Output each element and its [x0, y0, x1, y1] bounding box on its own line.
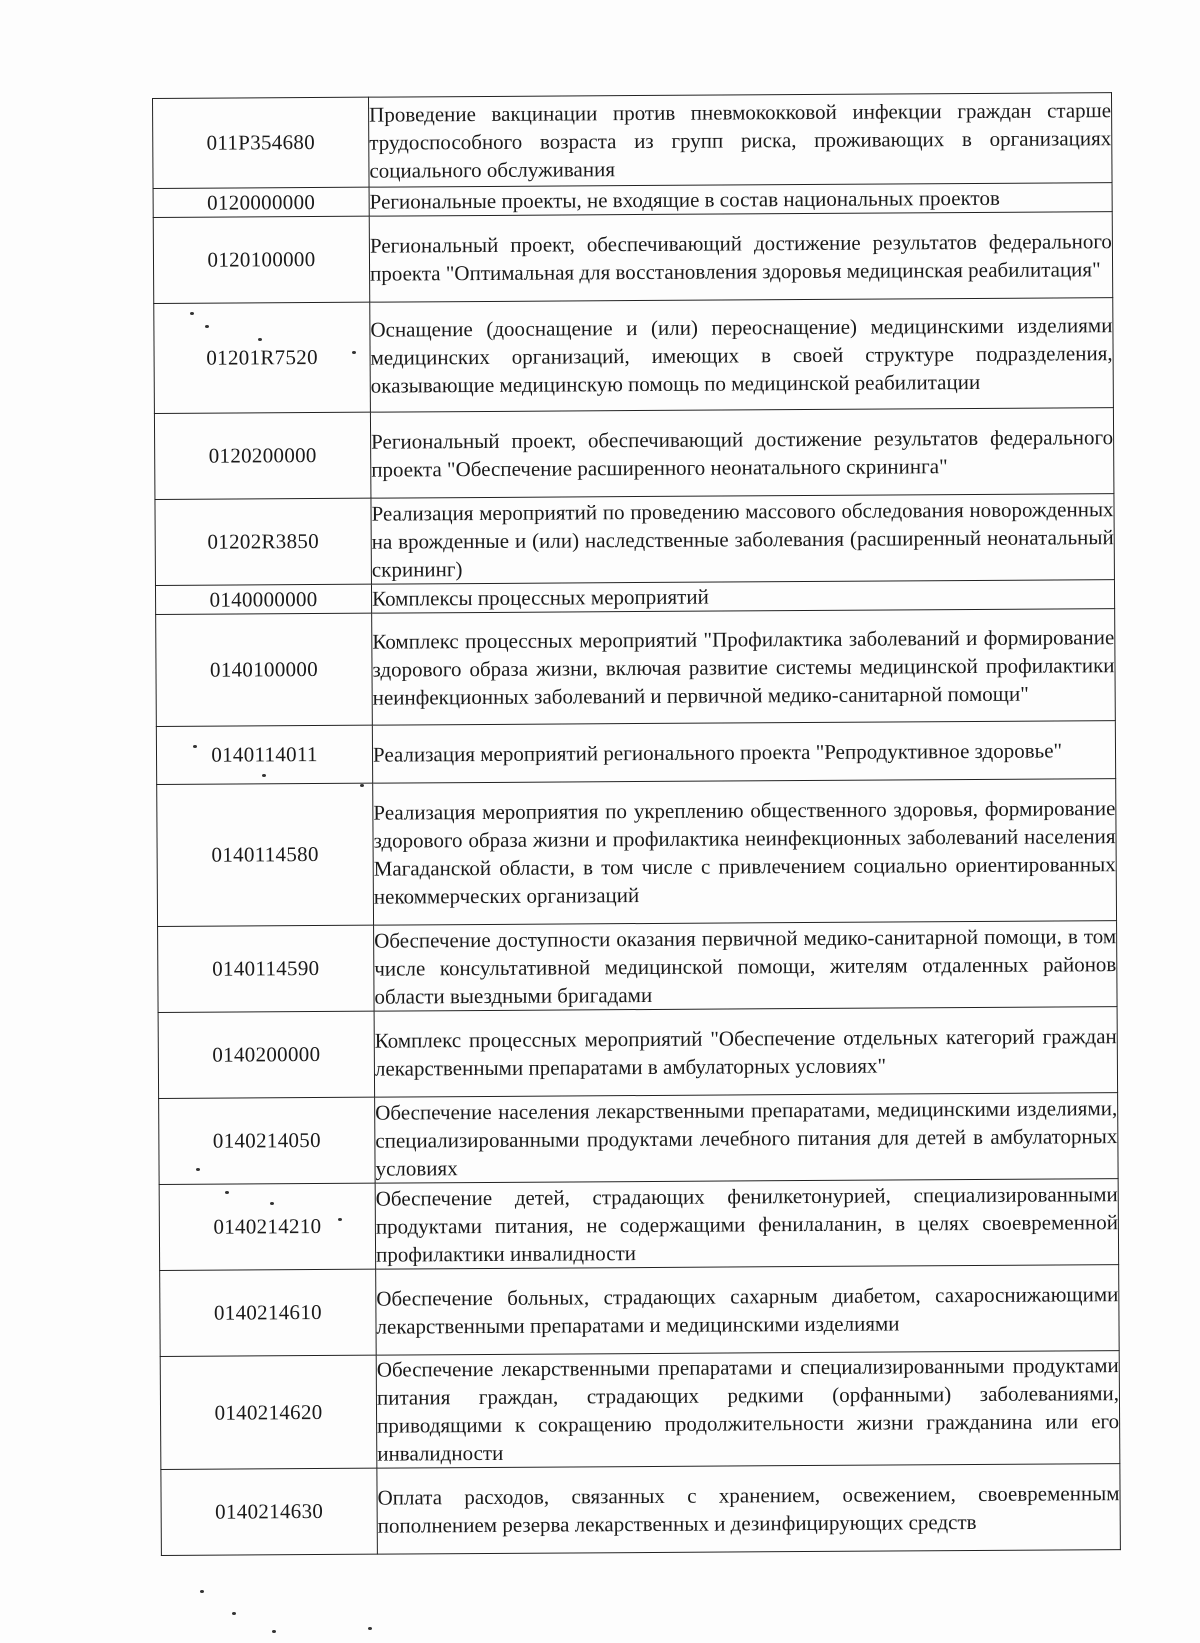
table-row: [158, 921, 1118, 1013]
budget-code-table: [152, 92, 1121, 1556]
scan-speck: [193, 745, 197, 748]
description-cell: Обеспечение больных, страдающих сахарным диабетом, сахароснижающими лекарственными препаратами и медицинскими изделиями: [376, 1265, 1120, 1356]
scan-speck: [360, 784, 364, 787]
budget-code-cell: 0140114590: [158, 925, 375, 1012]
description-cell: Обеспечение лекарственными препаратами и специализированными продуктами питания граждан, страдающих редкими (орфанными) заболеваниями, приводящими к сокращению продолжительности жизни гражданина или его инвалидности: [376, 1351, 1120, 1469]
scan-speck: [352, 351, 356, 354]
scan-speck: [196, 1168, 200, 1171]
table-row: [157, 779, 1117, 927]
budget-code-cell: 0140100000: [156, 613, 373, 726]
table-row: [158, 1007, 1118, 1099]
budget-code-cell: 0140214630: [161, 1468, 378, 1555]
budget-code-cell: 0140114011: [156, 725, 372, 784]
table-row: [156, 721, 1115, 785]
description-cell: Оплата расходов, связанных с хранением, освежением, своевременным пополнением резерва лекарственных и дезинфицирующих средств: [377, 1464, 1121, 1555]
table-row: [154, 408, 1114, 500]
description-cell: Проведение вакцинации против пневмококковой инфекции граждан старше трудоспособного возраста из групп риска, проживающих в организациях социального обслуживания: [368, 93, 1112, 188]
table-row: [154, 298, 1114, 414]
scan-speck: [270, 1202, 274, 1205]
budget-code-cell: 0120000000: [153, 187, 369, 217]
table-row: [159, 1179, 1119, 1271]
description-cell: Реализация мероприятия по укреплению общественного здоровья, формирование здорового образа жизни и профилактика неинфекционных заболеваний населения Магаданской области, в том числе с привлечением социально ориентированных некоммерческих организаций: [373, 779, 1117, 926]
description-cell: Комплекс процессных мероприятий "Обеспечение отдельных категорий граждан лекарственными препаратами в амбулаторных условиях": [374, 1007, 1118, 1098]
description-cell: Обеспечение детей, страдающих фенилкетонурией, специализированными продуктами питания, не содержащими фенилаланин, в целях своевременной профилактики инвалидности: [375, 1179, 1119, 1270]
scan-speck: [205, 325, 209, 328]
scan-speck: [368, 1627, 372, 1630]
description-cell: Региональные проекты, не входящие в состав национальных проектов: [369, 183, 1112, 217]
table-row: [160, 1351, 1120, 1470]
budget-code-cell: 0140214620: [160, 1355, 377, 1469]
scan-speck: [338, 1218, 342, 1221]
budget-code-cell: 0140114580: [157, 783, 374, 926]
scan-speck: [258, 338, 262, 341]
description-cell: Комплексы процессных мероприятий: [371, 580, 1114, 614]
scan-speck: [190, 312, 194, 315]
description-cell: Обеспечение доступности оказания первичной медико-санитарной помощи, в том числе консультативной медицинской помощи, жителям отдаленных районов области выездными бригадами: [374, 921, 1118, 1012]
budget-code-cell: 011P354680: [153, 97, 370, 188]
scan-speck: [272, 1630, 276, 1633]
description-cell: Реализация мероприятий регионального проекта "Репродуктивное здоровье": [372, 721, 1115, 784]
description-cell: Обеспечение населения лекарственными препаратами, медицинскими изделиями, специализированными продуктами лечебного питания для детей в амбулаторных условиях: [375, 1093, 1119, 1184]
table-row: [159, 1093, 1119, 1185]
description-cell: Оснащение (дооснащение и (или) переоснащение) медицинскими изделиями медицинских организаций, имеющих в своей структуре подразделения, оказывающие медицинскую помощь по медицинской реабилитации: [370, 298, 1114, 413]
budget-code-cell: 0140214610: [160, 1269, 377, 1356]
table-row: [160, 1265, 1120, 1357]
table-row: [153, 93, 1113, 189]
scan-speck: [262, 774, 266, 777]
table-row: [161, 1464, 1121, 1556]
table-row: [153, 212, 1113, 304]
description-cell: Региональный проект, обеспечивающий достижение результатов федерального проекта "Оптимальная для восстановления здоровья медицинская реабилитация": [369, 212, 1113, 303]
description-cell: Реализация мероприятий по проведению массового обследования новорожденных на врожденные и (или) наследственные заболевания (расширенный неонатальный скрининг): [371, 494, 1115, 585]
budget-code-cell: 0140000000: [155, 584, 371, 614]
description-cell: Региональный проект, обеспечивающий достижение результатов федерального проекта "Обеспечение расширенного неонатального скрининга": [370, 408, 1114, 499]
description-cell: Комплекс процессных мероприятий "Профилактика заболеваний и формирование здорового образа жизни, включая развитие системы медицинской профилактики неинфекционных заболеваний и первичной медико-санитарной помощи": [372, 609, 1116, 726]
scan-speck: [232, 1612, 236, 1615]
table-row: [156, 609, 1116, 727]
budget-code-cell: 0120100000: [153, 216, 370, 303]
budget-code-cell: 0140214210: [159, 1183, 376, 1270]
budget-code-cell: 01201R7520: [154, 302, 371, 413]
scan-speck: [200, 1590, 204, 1593]
scan-speck: [225, 1191, 229, 1194]
table-row: [155, 494, 1115, 586]
budget-code-cell: 0140200000: [158, 1011, 375, 1098]
budget-code-cell: 0120200000: [154, 412, 371, 499]
budget-code-cell: 01202R3850: [155, 498, 372, 585]
table-body: [153, 93, 1121, 1556]
budget-code-cell: 0140214050: [159, 1097, 376, 1184]
